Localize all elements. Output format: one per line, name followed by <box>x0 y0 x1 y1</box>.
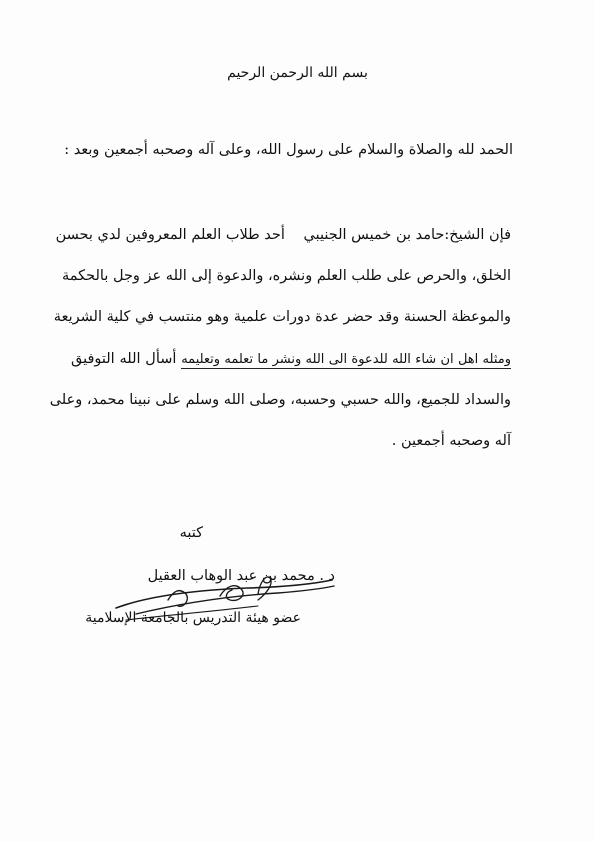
opening-salutation: الحمد لله والصلاة والسلام على رسول الله، وعلى آله وصحبه أجمعين وبعد : <box>64 142 513 158</box>
wrote-label: كتبه <box>179 525 203 541</box>
body-line-5: والسداد للجميع، والله حسبي وحسبه، وصلى الله وسلم على نبينا محمد، وعلى <box>49 392 511 408</box>
signer-name: د . محمد بن عبد الوهاب العقيل <box>147 568 335 584</box>
body-line-1-intro: فإن الشيخ: <box>444 227 511 243</box>
body-line-4 <box>71 349 511 370</box>
handwritten-addition: ومثله اهل ان شاء الله للدعوة الى الله ونشر ما تعلمه وتعليمه <box>181 352 511 367</box>
signer-role: عضو هيئة التدريس بالجامعة الإسلامية <box>85 610 301 626</box>
body-line-2: الخلق، والحرص على طلب العلم ونشره، والدعوة إلى الله عز وجل بالحكمة <box>61 268 511 284</box>
body-line-1-rest: أحد طلاب العلم المعروفين لدي بحسن <box>55 227 285 243</box>
basmala-heading: بسم الله الرحمن الرحيم <box>227 65 368 81</box>
body-line-3: والموعظة الحسنة وقد حضر عدة دورات علمية وهو منتسب في كلية الشريعة <box>53 309 511 325</box>
body-line-1 <box>55 225 511 245</box>
body-line-1-name: حامد بن خميس الجنيبي <box>303 227 445 243</box>
body-line-6: آله وصحبه أجمعين . <box>391 433 511 449</box>
body-line-4-rest: أسأل الله التوفيق <box>71 351 177 367</box>
